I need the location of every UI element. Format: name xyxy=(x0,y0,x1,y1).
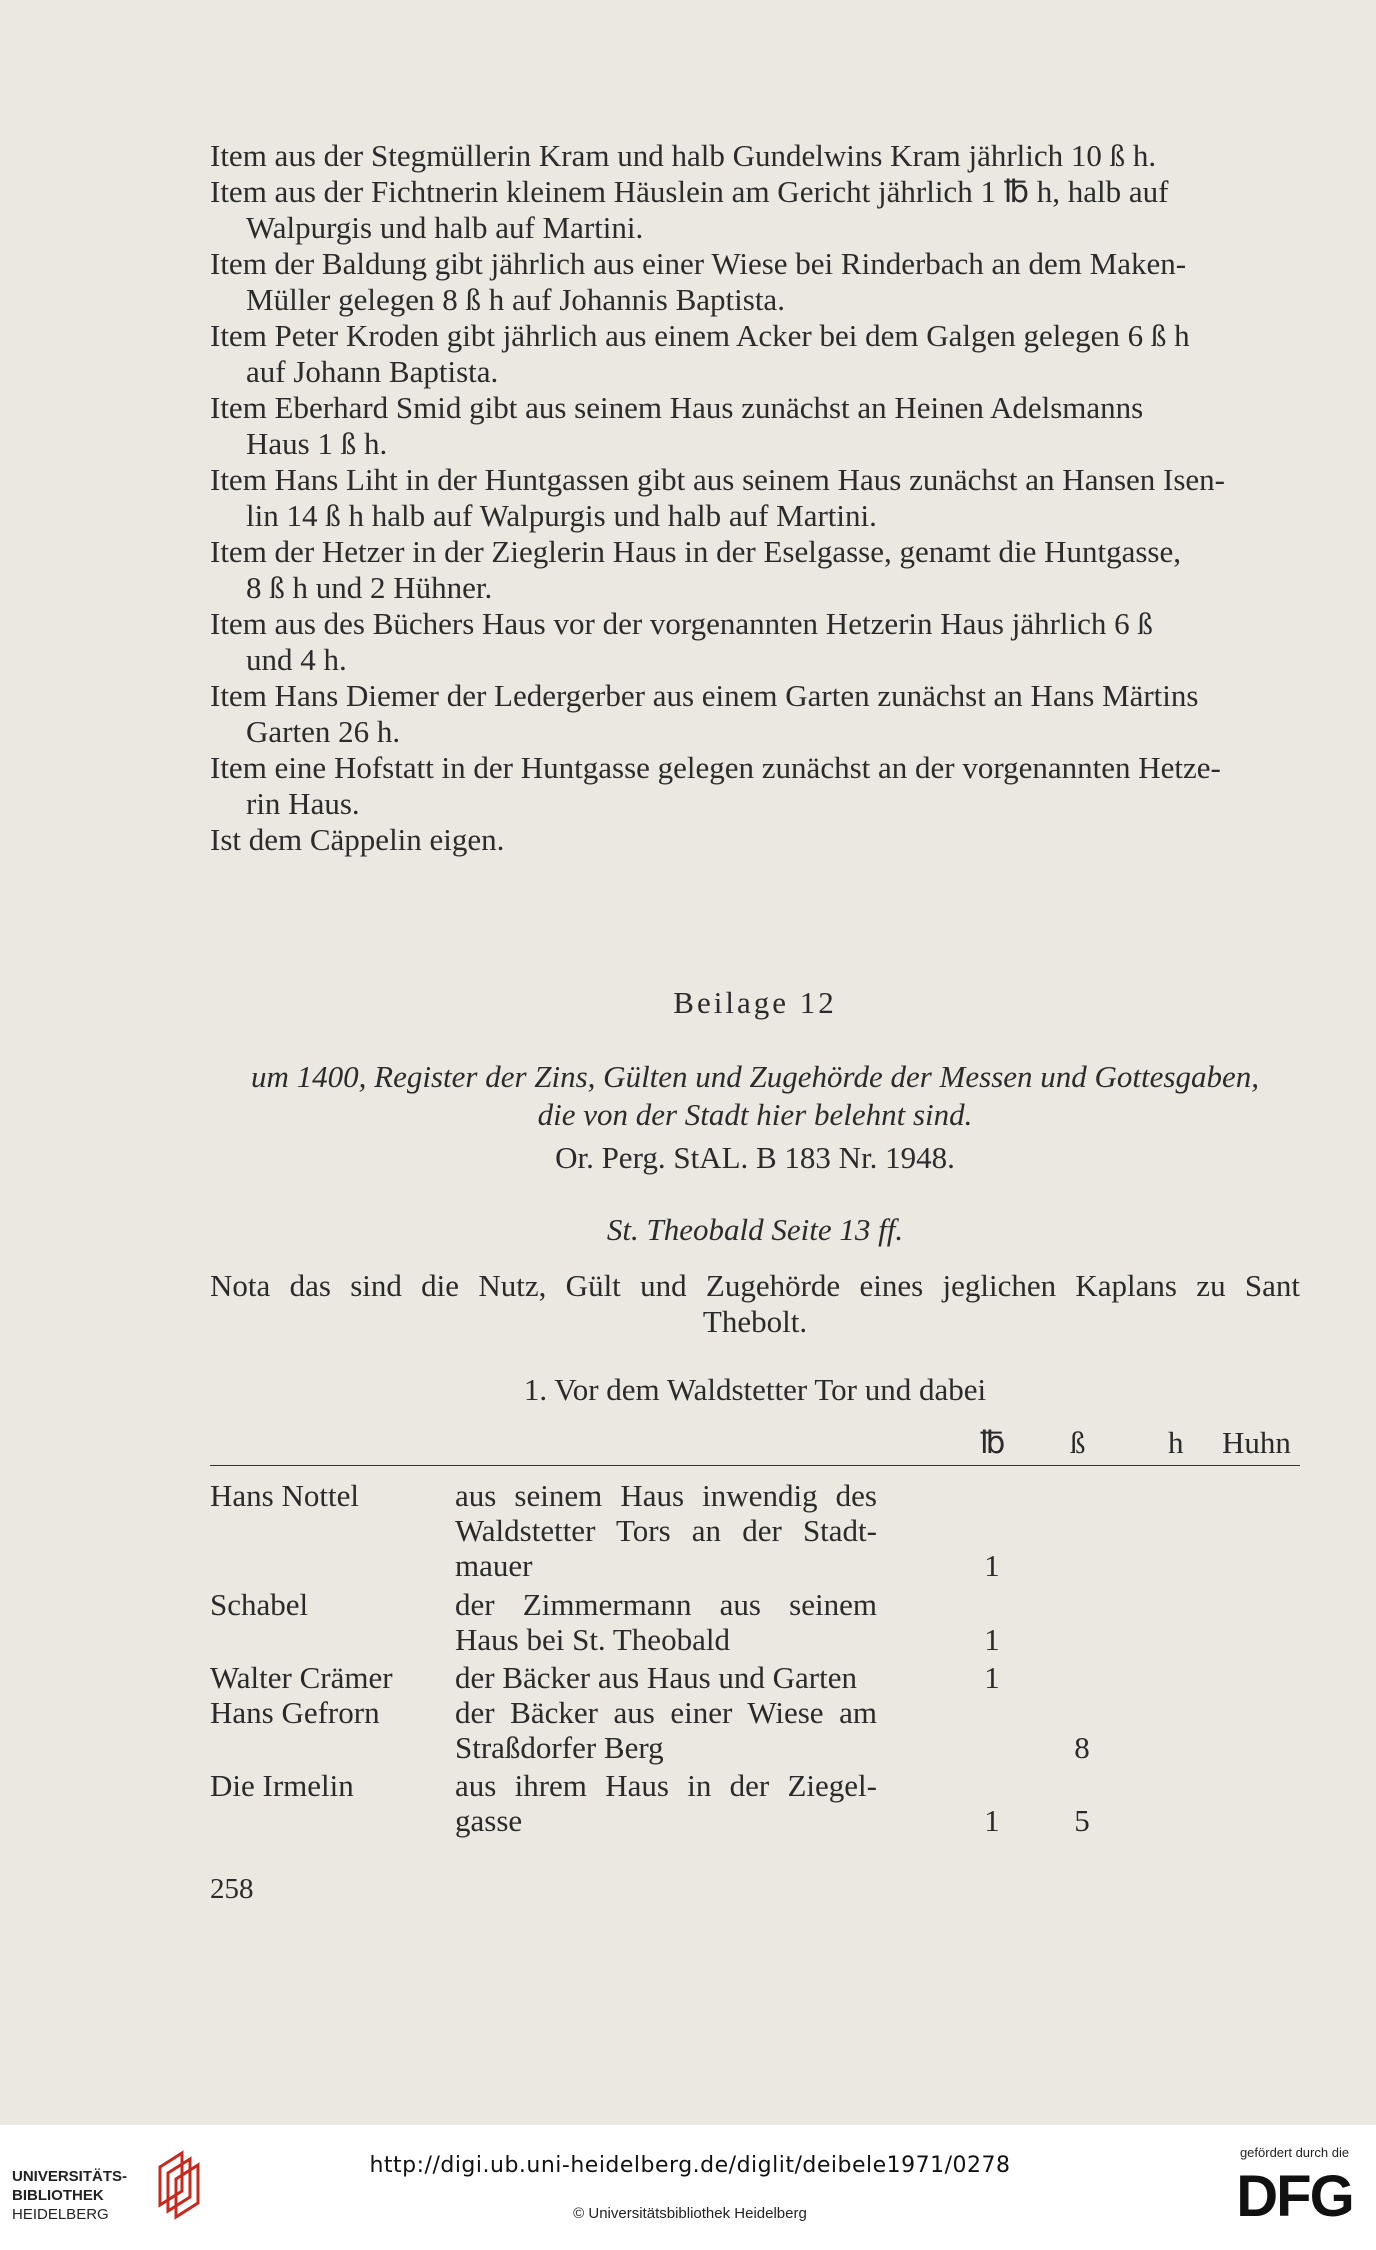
table-divider xyxy=(210,1465,1300,1466)
row-name: Schabel xyxy=(210,1587,309,1622)
row-pfund: 1 xyxy=(984,1548,1000,1583)
library-logo[interactable] xyxy=(12,2145,242,2225)
list-item: Item aus der Fichtnerin kleinem Häuslein am Gericht jährlich 1 ℔ h, halb auf Walpurgis und halb auf Martini. xyxy=(210,174,1169,245)
row-description: aus seinem Haus inwendig des Waldstetter Tors an der Stadt- mauer xyxy=(455,1478,877,1583)
section-heading: 1. Vor dem Waldstetter Tor und dabei xyxy=(523,1372,987,1407)
appendix-description xyxy=(210,1058,1300,1134)
row-pfund: 1 xyxy=(984,1660,1000,1695)
row-description: der Bäcker aus einer Wiese am Straßdorfer Berg xyxy=(455,1695,877,1765)
nota-line: Thebolt. xyxy=(702,1304,808,1339)
row-name: Hans Gefrorn xyxy=(210,1695,380,1730)
list-item: Item aus des Büchers Haus vor der vorgenannten Hetzerin Haus jährlich 6 ß und 4 h. xyxy=(210,606,1153,677)
column-header-schilling: ß xyxy=(1070,1425,1086,1460)
page-number: 258 xyxy=(210,1873,254,1905)
list-item: Item Hans Diemer der Ledergerber aus einem Garten zunächst an Hans Märtins Garten 26 h. xyxy=(210,678,1199,749)
item-list xyxy=(210,138,1300,858)
list-item: Item der Baldung gibt jährlich aus einer Wiese bei Rinderbach an dem Maken- Müller gelegen 8 ß h auf Johannis Baptista. xyxy=(210,246,1187,317)
column-header-pfund: ℔ xyxy=(980,1425,1006,1460)
list-item: Item Peter Kroden gibt jährlich aus einem Acker bei dem Galgen gelegen 6 ß h auf Johann Baptista. xyxy=(210,318,1190,389)
nota-paragraph xyxy=(210,1268,1300,1340)
copyright-notice: © Universitätsbibliothek Heidelberg xyxy=(573,2205,807,2222)
list-item: Item aus der Stegmüllerin Kram und halb Gundelwins Kram jährlich 10 ß h. xyxy=(210,138,1157,173)
source-reference: Or. Perg. StAL. B 183 Nr. 1948. xyxy=(555,1140,955,1175)
section-subtitle: St. Theobald Seite 13 ff. xyxy=(606,1212,904,1247)
row-schilling: 5 xyxy=(1074,1803,1090,1838)
list-item: Ist dem Cäppelin eigen. xyxy=(210,822,505,857)
row-pfund: 1 xyxy=(984,1622,1000,1657)
nota-line: Nota das sind die Nutz, Gült und Zugehörde eines jeglichen Kaplans zu Sant xyxy=(210,1268,1300,1303)
dfg-logo[interactable] xyxy=(1222,2145,1367,2235)
row-name: Hans Nottel xyxy=(210,1478,359,1513)
row-description: aus ihrem Haus in der Ziegel- gasse xyxy=(455,1768,877,1838)
list-item: Item Hans Liht in der Huntgassen gibt aus seinem Haus zunächst an Hansen Isen- lin 14 ß h halb auf Walpurgis und halb auf Martini. xyxy=(210,462,1225,533)
table-header xyxy=(210,1425,1300,1461)
row-schilling: 8 xyxy=(1074,1730,1090,1765)
library-name: UNIVERSITÄTS- BIBLIOTHEK HEIDELBERG xyxy=(12,2168,128,2223)
column-header-huhn: Huhn xyxy=(1222,1425,1291,1460)
permalink-url[interactable]: http://digi.ub.uni-heidelberg.de/diglit/deibele1971/0278 xyxy=(369,2153,1011,2178)
row-description: der Zimmermann aus seinem Haus bei St. Theobald xyxy=(455,1587,877,1657)
row-name: Die Irmelin xyxy=(210,1768,354,1803)
row-description: der Bäcker aus Haus und Garten xyxy=(455,1660,857,1695)
description-line: um 1400, Register der Zins, Gülten und Zugehörde der Messen und Gottesgaben, xyxy=(251,1059,1259,1094)
list-item: Item der Hetzer in der Zieglerin Haus in der Eselgasse, genamt die Huntgasse, 8 ß h und 2 Hühner. xyxy=(210,534,1181,605)
row-name: Walter Crämer xyxy=(210,1660,393,1695)
list-item: Item eine Hofstatt in der Huntgasse gelegen zunächst an der vorgenannten Hetze- rin Haus. xyxy=(210,750,1221,821)
description-line: die von der Stadt hier belehnt sind. xyxy=(537,1097,973,1132)
footer-bar xyxy=(0,2125,1376,2250)
column-header-heller: h xyxy=(1168,1425,1184,1460)
appendix-heading: Beilage 12 xyxy=(673,985,837,1020)
funding-label: gefördert durch die xyxy=(1239,2145,1350,2160)
library-emblem-icon xyxy=(152,2145,212,2225)
list-item: Item Eberhard Smid gibt aus seinem Haus zunächst an Heinen Adelsmanns Haus 1 ß h. xyxy=(210,390,1144,461)
dfg-wordmark: DFG xyxy=(1236,2164,1353,2229)
row-pfund: 1 xyxy=(984,1803,1000,1838)
